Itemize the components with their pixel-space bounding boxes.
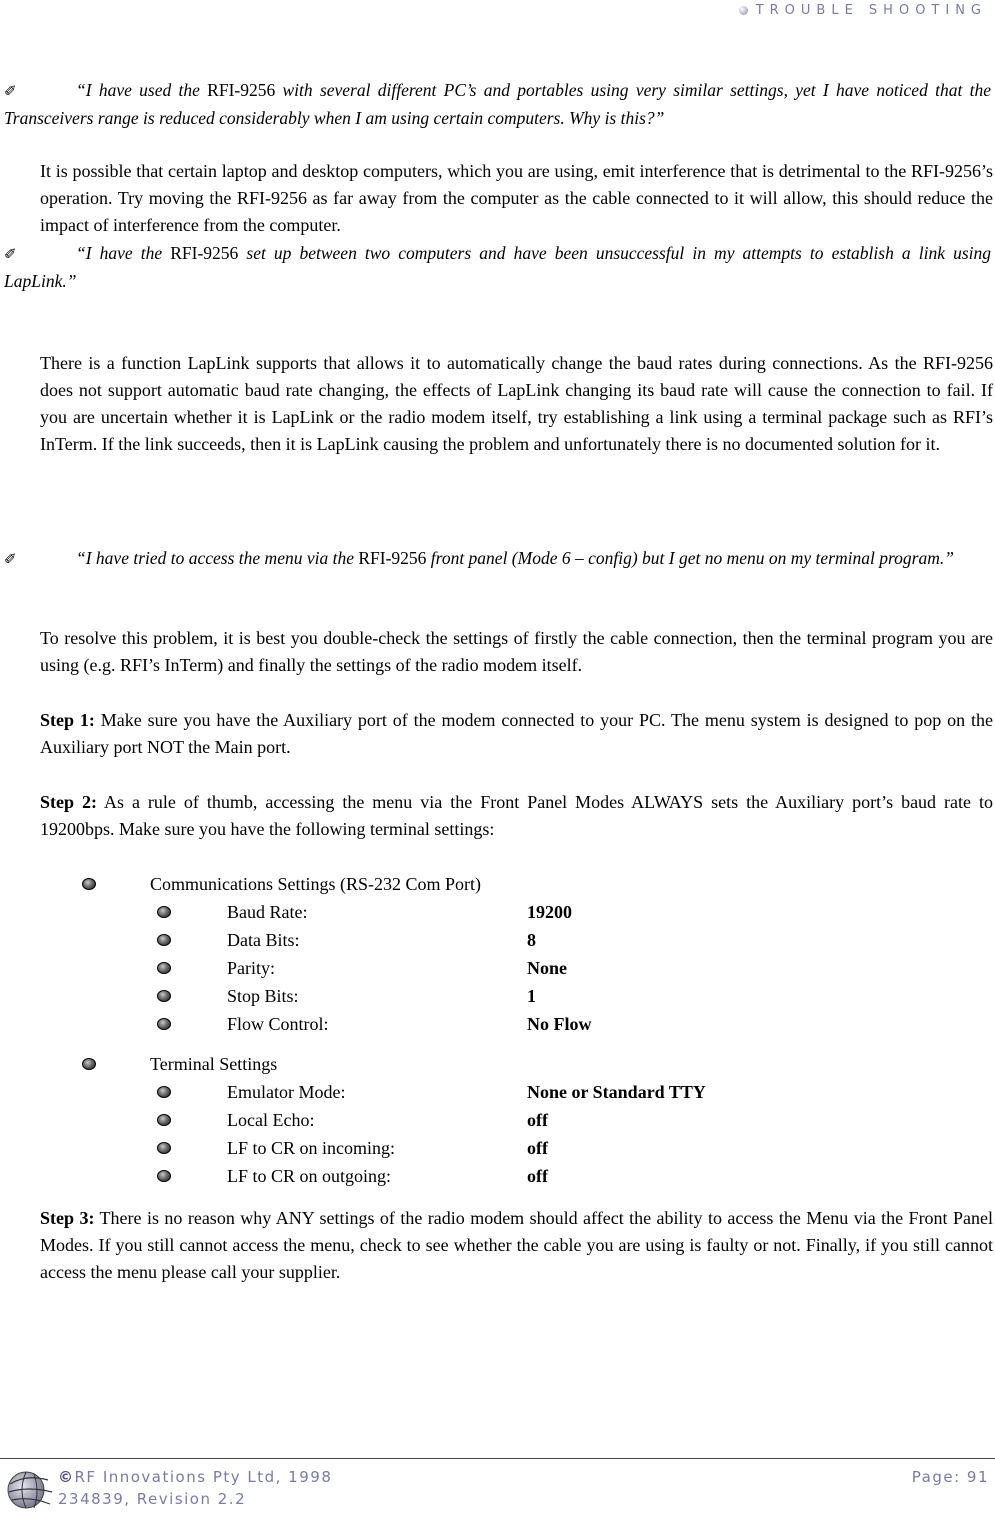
bullet-icon <box>157 962 171 974</box>
setting-value: 19200 <box>527 901 572 922</box>
setting-row <box>157 898 572 926</box>
setting-label: Data Bits: <box>227 929 300 950</box>
page-header <box>739 0 987 20</box>
setting-row <box>157 1134 548 1162</box>
rfi-globe-logo-icon <box>4 1464 54 1512</box>
setting-label: LF to CR on incoming: <box>227 1137 396 1158</box>
setting-label: Baud Rate: <box>227 901 308 922</box>
group-title: Communications Settings (RS-232 Com Port) <box>150 873 482 894</box>
setting-row <box>157 1162 548 1190</box>
pencil-icon: ✐ <box>4 245 17 263</box>
step-3: Step 3: There is no reason why ANY settings of the radio modem should affect the ability to access the Menu via the Front Panel Modes. If you still cannot access the menu, check to see whether the cable you are using is faulty or not. Finally, if you still cannot access the menu please call your supplier. <box>40 1208 993 1282</box>
setting-label: Local Echo: <box>227 1109 315 1130</box>
pencil-icon: ✐ <box>4 550 17 568</box>
setting-label: Flow Control: <box>227 1013 329 1034</box>
setting-value: 8 <box>527 929 536 950</box>
setting-value: No Flow <box>527 1013 592 1034</box>
setting-row <box>157 926 536 954</box>
setting-row <box>157 982 536 1010</box>
bullet-icon <box>157 934 171 946</box>
bullet-icon <box>157 1142 171 1154</box>
settings-group-terminal <box>82 1050 277 1078</box>
setting-value: off <box>527 1137 548 1158</box>
faq-question-2: ✐ “I have the RFI-9256 set up between two computers and have been unsuccessful in my attempts to establish a link using LapLink.” <box>4 243 992 291</box>
pencil-icon: ✐ <box>4 82 17 100</box>
setting-value: off <box>527 1165 548 1186</box>
footer-company: RF Innovations Pty Ltd, 1998 <box>74 1468 333 1486</box>
footer-divider <box>0 1458 995 1459</box>
footer-doc-id: 234839, Revision 2.2 <box>58 1490 247 1508</box>
page-number: Page: 91 <box>911 1468 989 1486</box>
step-1: Step 1: Make sure you have the Auxiliary port of the modem connected to your PC. The menu system is designed to pop on the Auxiliary port NOT the Main port. <box>40 710 993 757</box>
bullet-icon <box>157 1114 171 1126</box>
footer-left <box>58 1466 332 1510</box>
setting-value: off <box>527 1109 548 1130</box>
setting-row <box>157 1010 592 1038</box>
step-label: Step 2: <box>40 792 97 812</box>
step-label: Step 1: <box>40 710 95 730</box>
bullet-icon <box>157 1170 171 1182</box>
step-2: Step 2: As a rule of thumb, accessing the menu via the Front Panel Modes ALWAYS sets the Auxiliary port’s baud rate to 19200bps. Make sure you have the following terminal settings: <box>40 792 993 839</box>
setting-label: LF to CR on outgoing: <box>227 1165 392 1186</box>
section-title: TROUBLE SHOOTING <box>755 2 987 18</box>
bullet-icon <box>157 1086 171 1098</box>
setting-row <box>157 1078 706 1106</box>
setting-row <box>157 1106 548 1134</box>
faq-question-3: ✐ “I have tried to access the menu via the RFI-9256 front panel (Mode 6 – config) but I get no menu on my terminal program.” <box>4 545 991 573</box>
setting-label: Emulator Mode: <box>227 1081 346 1102</box>
setting-value: None or Standard TTY <box>527 1081 706 1102</box>
bullet-dot-icon <box>739 6 748 15</box>
bullet-icon <box>157 990 171 1002</box>
bullet-icon <box>157 1018 171 1030</box>
faq-answer-3: To resolve this problem, it is best you double-check the settings of firstly the cable connection, then the terminal program you are using (e.g. RFI’s InTerm) and finally the settings of the radio modem itself. <box>40 628 993 675</box>
step-label: Step 3: <box>40 1208 95 1228</box>
settings-group-communications <box>82 870 481 898</box>
faq-question-1: ✐ “I have used the RFI-9256 with several different PC’s and portables using very similar settings, yet I have noticed that the Transceivers range is reduced considerably when I am using certain computers. Why is this?” <box>4 80 991 128</box>
bullet-icon <box>82 878 96 890</box>
setting-label: Stop Bits: <box>227 985 299 1006</box>
setting-value: 1 <box>527 985 536 1006</box>
copyright-symbol: © <box>58 1468 75 1486</box>
setting-value: None <box>527 957 567 978</box>
setting-row <box>157 954 567 982</box>
bullet-icon <box>157 906 171 918</box>
faq-answer-1: It is possible that certain laptop and desktop computers, which you are using, emit interference that is detrimental to the RFI-9256’s operation. Try moving the RFI-9256 as far away from the computer as the cable connected to it will allow, this should reduce the impact of interference from the computer. <box>40 161 993 235</box>
setting-label: Parity: <box>227 957 275 978</box>
group-title: Terminal Settings <box>150 1053 278 1074</box>
bullet-icon <box>82 1058 96 1070</box>
faq-answer-2: There is a function LapLink supports that allows it to automatically change the baud rates during connections. As the RFI-9256 does not support automatic baud rate changing, the effects of LapLink changing its baud rate will cause the connection to fail. If you are uncertain whether it is LapLink or the radio modem itself, try establishing a link using a terminal package such as RFI’s InTerm. If the link succeeds, then it is LapLink causing the problem and unfortunately there is no documented solution for it. <box>40 353 993 454</box>
